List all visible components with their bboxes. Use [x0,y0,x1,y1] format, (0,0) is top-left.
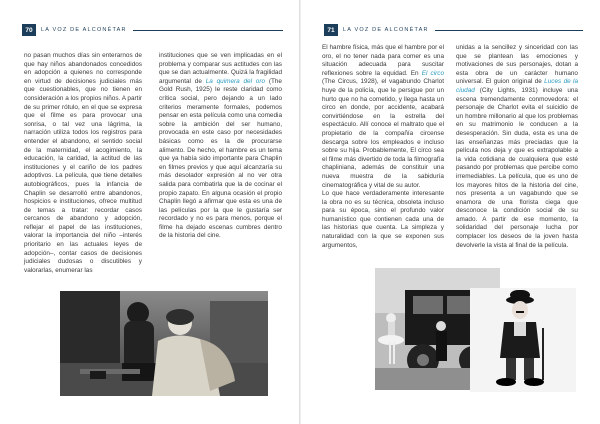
running-header-title: LA VOZ DE ALCONÉTAR [41,27,127,33]
paragraph [159,52,282,241]
film-still-gold-rush-photo [60,291,268,396]
movie-title: El circo [421,69,444,77]
header-rule [133,30,283,31]
right-column-2 [456,44,578,250]
text-run: (City Lights, 1931) incluye una escena tremendamente conmovedora: el personaje de Charlot evita el suicidio de un hombre millonario al que los problemas en su matrimonio le conducen a la desesperación. Sin duda, esta es una de las enseñanzas más preciadas que la película nos deja y que es extrapolable a la vida cotidiana de cualquiera que esté pasando por problemas que percibe como irremediables. La película, que es uno de los mayores hitos de la historia del cine, nos presenta a un vagabundo que se enamora de una florista ciega que desconoce la condición social de su amado. A partir de ese momento, la solidaridad del personaje lucha por complacer los deseos de la joven hasta devolverle la vista al final de la película. [456,86,578,249]
paragraph: no pasan muchos días sin enterarnos de que hay niños abandonados concedidos en adopción a quienes no corresponde en virtud de decisiones judiciales más que cuestionables, que no tienen en consideración a los propios niños. A partir de su primer rótulo, en el que se expresa que el filme es para provocar una sonrisa, o tal vez una lágrima, la narración utiliza todos los registros para entender el abandono, el sentido social de la maternidad, el acogimiento, la educación, la caridad, la actitud de las instituciones y el cariño de los padres adoptivos. La película, que tiene detalles autobiográficos, pues la infancia de Chaplin se desarrolló entre abandonos, hospicios e instituciones, ofrece multitud de temas a tratar: recordar casos cercanos de abandono y adopción, reflejar el papel de las instituciones, valorar la importancia del niño –interés prioritario en las actuales leyes de adopción–, contar casos de decisiones judiciales dudosas o discutibles y valorarlas, enumerar las [24,52,142,274]
left-page-header [22,24,283,36]
movie-title: La quimera del oro [205,77,266,85]
page-number: 71 [324,24,338,36]
paragraph: Lo que hace verdaderamente interesante la obra no es su técnica, obsoleta incluso para su época, sino el profundo valor humanístico que contienen cada una de las historias que cuenta. La simpleza y naturalidad con la que se exponen sus argumentos, [322,190,444,249]
right-page [300,0,600,424]
film-still-charlot-photo [470,288,576,392]
text-run: unidas a la sencillez y sinceridad con las que se plantean las emociones y motivaciones de sus personajes, dotan a esta obra de un carácter humano universal. El guion original de [456,44,578,86]
running-header-title: LA VOZ DE ALCONÉTAR [343,27,429,33]
text-run: instituciones que se ven implicadas en el problema y comparar sus actitudes con las que se dan actualmente. Quizá la fragilidad argumental de [159,52,282,85]
left-column-2 [159,52,282,241]
text-run: El hambre física, más que el hambre por el oro, el no tener nada para comer es una situación adecuada para suscitar reflexiones sobre la equidad. En [322,44,444,77]
left-column-1 [24,52,142,275]
header-rule [435,30,583,31]
right-column-1 [322,44,444,250]
movie-title: Luces de la ciudad [456,78,578,94]
page-number: 70 [22,24,36,36]
paragraph [456,44,578,250]
paragraph [322,44,444,190]
text-run: (The Gold Rush, 1925) le reste claridad como crítica social, pero dejando a un lado criterios meramente formales, podemos pensar en esta película como una comedia sobre la ambición del ser humano, provocada en este caso por necesidades básicas como es la de procurarse alimento. De hecho, el hambre es un tema que ya había sido importante para Chaplin en filmes previos y que aquí alcanzaría su más desolador expresión al no ver otra salida para combatirla que la de cocinar el propio zapato. En alguna ocasión el propio Chaplin llegó a afirmar que esta es una de las películas por la que le gustaría ser recordado y no es para menos, porque el filme ha dejado escenas cumbres dentro de la historia del cine. [159,77,282,240]
right-page-header [324,24,583,36]
text-run: (The Circus, 1928), el vagabundo Charlot huye de la policía, que le persigue por un hurto que no ha cometido, y llega hasta un circo en donde, por accidente, acabará convirtiéndose en la estrella del espectáculo. Allí conoce el maltrato que el propietario de la compañía circense descarga sobre los empleados e incluso sobre su hija. Probablemente, El circo sea el filme más divertido de toda la filmografía chapliniana, además de constituir una nueva muestra de la sabiduría cinematográfica y vital de su autor. [322,78,444,189]
